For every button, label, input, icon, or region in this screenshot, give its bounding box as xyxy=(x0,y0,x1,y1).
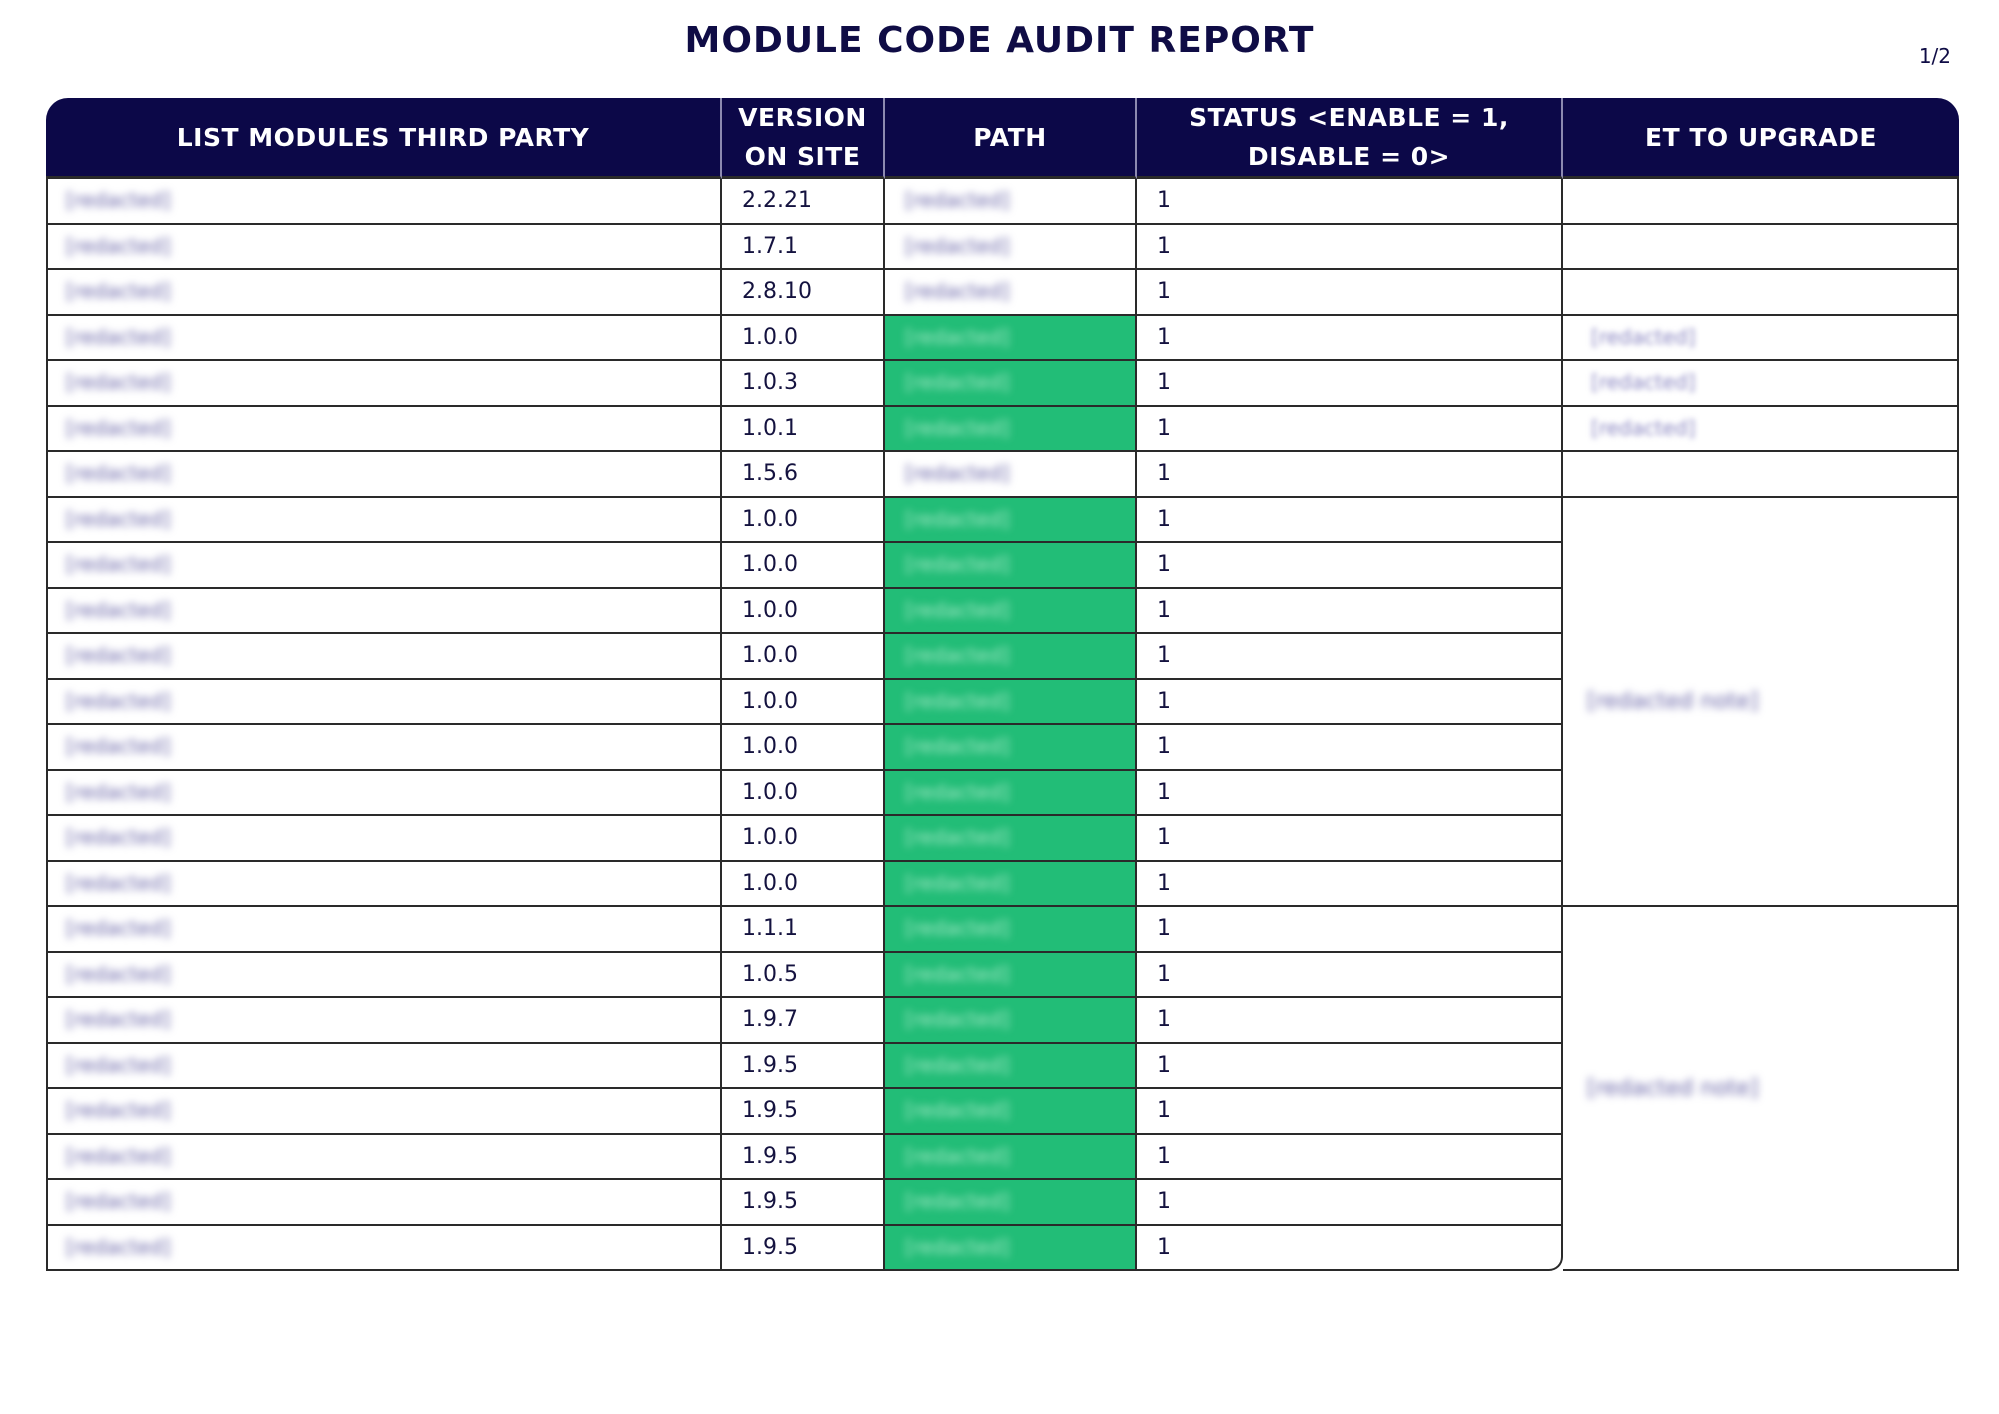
path-cell xyxy=(885,316,1137,362)
version-cell: 1.0.0 xyxy=(722,862,885,908)
status-cell: 1 xyxy=(1137,543,1563,589)
column-header-status: STATUS <ENABLE = 1, DISABLE = 0> xyxy=(1137,98,1563,179)
version-cell: 1.0.0 xyxy=(722,589,885,635)
path-value: [redacted] xyxy=(905,506,1010,531)
table-row xyxy=(46,361,1959,407)
module-name: [redacted] xyxy=(66,370,171,395)
status-cell: 1 xyxy=(1137,1044,1563,1090)
status-cell: 1 xyxy=(1137,907,1563,953)
module-name: [redacted] xyxy=(66,734,171,759)
module-audit-table xyxy=(46,98,1959,1271)
module-name: [redacted] xyxy=(66,961,171,986)
page-indicator: 1/2 xyxy=(1918,44,1951,68)
status-cell: 1 xyxy=(1137,225,1563,271)
module-name-cell xyxy=(46,407,722,453)
version-cell: 2.8.10 xyxy=(722,270,885,316)
path-value: [redacted] xyxy=(905,1143,1010,1168)
version-cell: 1.0.0 xyxy=(722,498,885,544)
module-name-cell xyxy=(46,725,722,771)
path-value: [redacted] xyxy=(905,188,1010,213)
module-name: [redacted] xyxy=(66,597,171,622)
upgrade-cell xyxy=(1563,225,1959,271)
version-cell: 1.9.5 xyxy=(722,1044,885,1090)
module-name: [redacted] xyxy=(66,233,171,258)
report-title: MODULE CODE AUDIT REPORT xyxy=(684,20,1315,61)
module-name-cell xyxy=(46,816,722,862)
status-cell: 1 xyxy=(1137,1180,1563,1226)
path-cell xyxy=(885,589,1137,635)
path-value: [redacted] xyxy=(905,1052,1010,1077)
module-name-cell xyxy=(46,680,722,726)
module-name-cell xyxy=(46,862,722,908)
path-cell xyxy=(885,1226,1137,1272)
status-cell: 1 xyxy=(1137,270,1563,316)
module-name: [redacted] xyxy=(66,1143,171,1168)
status-cell: 1 xyxy=(1137,998,1563,1044)
status-cell: 1 xyxy=(1137,634,1563,680)
module-name: [redacted] xyxy=(66,324,171,349)
upgrade-cell xyxy=(1563,179,1959,225)
status-cell: 1 xyxy=(1137,1135,1563,1181)
path-cell xyxy=(885,953,1137,999)
path-cell xyxy=(885,179,1137,225)
module-name-cell xyxy=(46,907,722,953)
upgrade-note: [redacted note] xyxy=(1587,1075,1759,1101)
path-cell xyxy=(885,725,1137,771)
status-cell: 1 xyxy=(1137,680,1563,726)
path-cell xyxy=(885,816,1137,862)
module-name-cell xyxy=(46,361,722,407)
path-cell xyxy=(885,771,1137,817)
column-header-version: VERSION ON SITE xyxy=(722,98,885,179)
path-value: [redacted] xyxy=(905,461,1010,486)
path-cell xyxy=(885,634,1137,680)
module-name-cell xyxy=(46,589,722,635)
module-name: [redacted] xyxy=(66,1189,171,1214)
module-name-cell xyxy=(46,225,722,271)
path-value: [redacted] xyxy=(905,643,1010,668)
module-name: [redacted] xyxy=(66,688,171,713)
table-body xyxy=(46,179,1959,1271)
path-cell xyxy=(885,1135,1137,1181)
status-cell: 1 xyxy=(1137,361,1563,407)
upgrade-value: [redacted] xyxy=(1591,370,1696,395)
version-cell: 1.9.5 xyxy=(722,1226,885,1272)
path-cell xyxy=(885,543,1137,589)
module-name: [redacted] xyxy=(66,552,171,577)
path-value: [redacted] xyxy=(905,279,1010,304)
module-name: [redacted] xyxy=(66,1052,171,1077)
table-row xyxy=(46,179,1959,225)
version-cell: 1.0.0 xyxy=(722,771,885,817)
column-header-module: LIST MODULES THIRD PARTY xyxy=(46,98,722,179)
table-header-row xyxy=(46,98,1959,179)
version-cell: 1.0.0 xyxy=(722,816,885,862)
path-value: [redacted] xyxy=(905,734,1010,759)
table-row xyxy=(46,452,1959,498)
version-cell: 1.1.1 xyxy=(722,907,885,953)
path-value: [redacted] xyxy=(905,1189,1010,1214)
module-name: [redacted] xyxy=(66,461,171,486)
path-cell xyxy=(885,452,1137,498)
path-value: [redacted] xyxy=(905,415,1010,440)
module-name-cell xyxy=(46,1180,722,1226)
module-name-cell xyxy=(46,953,722,999)
path-cell xyxy=(885,498,1137,544)
module-name: [redacted] xyxy=(66,643,171,668)
path-value: [redacted] xyxy=(905,1098,1010,1123)
module-name: [redacted] xyxy=(66,916,171,941)
table-row xyxy=(46,907,1959,953)
status-cell: 1 xyxy=(1137,1089,1563,1135)
path-value: [redacted] xyxy=(905,688,1010,713)
path-cell xyxy=(885,907,1137,953)
status-cell: 1 xyxy=(1137,407,1563,453)
version-cell: 1.7.1 xyxy=(722,225,885,271)
path-value: [redacted] xyxy=(905,870,1010,895)
path-value: [redacted] xyxy=(905,324,1010,349)
module-name-cell xyxy=(46,179,722,225)
status-cell: 1 xyxy=(1137,1226,1563,1272)
status-cell: 1 xyxy=(1137,179,1563,225)
module-name: [redacted] xyxy=(66,1098,171,1123)
version-cell: 1.9.5 xyxy=(722,1089,885,1135)
path-cell xyxy=(885,225,1137,271)
module-name-cell xyxy=(46,1135,722,1181)
module-name-cell xyxy=(46,634,722,680)
path-cell xyxy=(885,862,1137,908)
module-name: [redacted] xyxy=(66,1007,171,1032)
upgrade-cell xyxy=(1563,316,1959,362)
module-name: [redacted] xyxy=(66,1234,171,1259)
path-cell xyxy=(885,270,1137,316)
status-cell: 1 xyxy=(1137,316,1563,362)
module-name-cell xyxy=(46,543,722,589)
path-value: [redacted] xyxy=(905,825,1010,850)
module-name: [redacted] xyxy=(66,279,171,304)
version-cell: 1.0.0 xyxy=(722,680,885,726)
upgrade-value: [redacted] xyxy=(1591,324,1696,349)
upgrade-note: [redacted note] xyxy=(1587,688,1759,714)
table-row xyxy=(46,270,1959,316)
upgrade-cell xyxy=(1563,270,1959,316)
path-cell xyxy=(885,361,1137,407)
path-value: [redacted] xyxy=(905,233,1010,258)
version-cell: 1.0.5 xyxy=(722,953,885,999)
path-value: [redacted] xyxy=(905,1234,1010,1259)
module-name-cell xyxy=(46,498,722,544)
module-name-cell xyxy=(46,1089,722,1135)
version-cell: 1.0.0 xyxy=(722,725,885,771)
table-row xyxy=(46,407,1959,453)
table-row xyxy=(46,225,1959,271)
version-cell: 1.0.0 xyxy=(722,316,885,362)
status-cell: 1 xyxy=(1137,498,1563,544)
module-name-cell xyxy=(46,452,722,498)
version-cell: 1.9.5 xyxy=(722,1180,885,1226)
path-cell xyxy=(885,998,1137,1044)
upgrade-note-cell xyxy=(1563,498,1959,908)
path-value: [redacted] xyxy=(905,916,1010,941)
module-name: [redacted] xyxy=(66,506,171,531)
path-value: [redacted] xyxy=(905,552,1010,577)
version-cell: 1.0.0 xyxy=(722,634,885,680)
upgrade-cell xyxy=(1563,361,1959,407)
table-row xyxy=(46,316,1959,362)
path-cell xyxy=(885,1089,1137,1135)
status-cell: 1 xyxy=(1137,953,1563,999)
upgrade-value: [redacted] xyxy=(1591,415,1696,440)
version-cell: 1.9.7 xyxy=(722,998,885,1044)
status-cell: 1 xyxy=(1137,589,1563,635)
module-name: [redacted] xyxy=(66,870,171,895)
version-cell: 1.0.0 xyxy=(722,543,885,589)
path-cell xyxy=(885,1180,1137,1226)
module-name: [redacted] xyxy=(66,415,171,440)
path-value: [redacted] xyxy=(905,370,1010,395)
path-value: [redacted] xyxy=(905,961,1010,986)
table-row xyxy=(46,498,1959,544)
version-cell: 1.5.6 xyxy=(722,452,885,498)
module-name-cell xyxy=(46,316,722,362)
path-value: [redacted] xyxy=(905,1007,1010,1032)
path-cell xyxy=(885,1044,1137,1090)
module-name: [redacted] xyxy=(66,825,171,850)
status-cell: 1 xyxy=(1137,725,1563,771)
version-cell: 1.9.5 xyxy=(722,1135,885,1181)
path-cell xyxy=(885,680,1137,726)
module-name: [redacted] xyxy=(66,188,171,213)
module-name-cell xyxy=(46,771,722,817)
module-name: [redacted] xyxy=(66,779,171,804)
audit-table-container xyxy=(46,98,1959,1271)
path-value: [redacted] xyxy=(905,597,1010,622)
version-cell: 1.0.1 xyxy=(722,407,885,453)
module-name-cell xyxy=(46,998,722,1044)
status-cell: 1 xyxy=(1137,862,1563,908)
status-cell: 1 xyxy=(1137,452,1563,498)
module-name-cell xyxy=(46,1044,722,1090)
path-cell xyxy=(885,407,1137,453)
version-cell: 1.0.3 xyxy=(722,361,885,407)
upgrade-cell xyxy=(1563,407,1959,453)
module-name-cell xyxy=(46,1226,722,1272)
column-header-path: PATH xyxy=(885,98,1137,179)
status-cell: 1 xyxy=(1137,816,1563,862)
column-header-upgrade: ET TO UPGRADE xyxy=(1563,98,1959,179)
status-cell: 1 xyxy=(1137,771,1563,817)
upgrade-note-cell xyxy=(1563,907,1959,1271)
version-cell: 2.2.21 xyxy=(722,179,885,225)
path-value: [redacted] xyxy=(905,779,1010,804)
module-name-cell xyxy=(46,270,722,316)
upgrade-cell xyxy=(1563,452,1959,498)
